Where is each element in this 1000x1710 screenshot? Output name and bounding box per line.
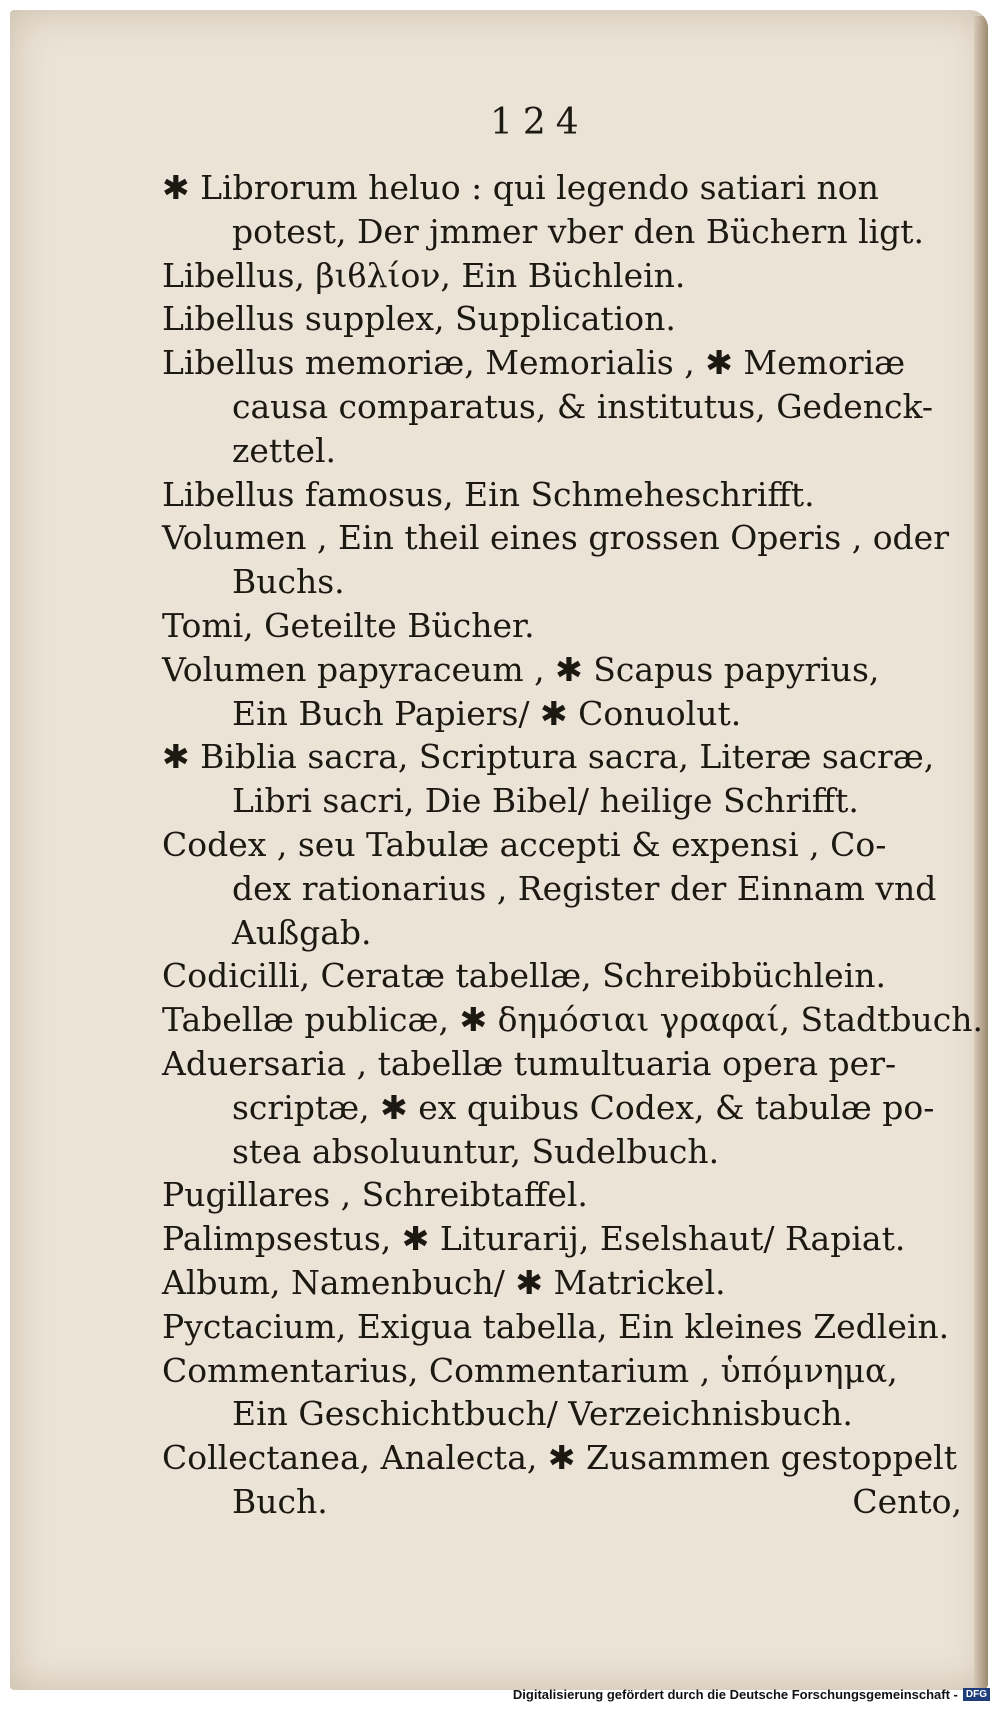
catchword: Cento, bbox=[852, 1481, 962, 1521]
line-text: Commentarius, Commentarium , ὑπόμνημα, bbox=[162, 1350, 898, 1390]
line-text: Codex , seu Tabulæ accepti & expensi , Co- bbox=[162, 824, 887, 864]
dfg-logo: DFG bbox=[963, 1688, 990, 1701]
text-line bbox=[162, 735, 970, 779]
text-line bbox=[162, 341, 970, 385]
text-line bbox=[162, 867, 970, 911]
text-line bbox=[162, 604, 970, 648]
text-line bbox=[162, 1261, 970, 1305]
line-text: Außgab. bbox=[232, 912, 372, 952]
text-line bbox=[162, 1436, 970, 1480]
line-text: Tabellæ publicæ, ✱ δημόσιαι γραφαί, Stadtbuch. bbox=[162, 1000, 984, 1040]
text-line bbox=[162, 1392, 970, 1436]
line-text: potest, Der jmmer vber den Büchern ligt. bbox=[232, 211, 925, 251]
line-text: Pugillares , Schreibtaffel. bbox=[162, 1175, 588, 1215]
text-line bbox=[162, 823, 970, 867]
text-line bbox=[162, 1173, 970, 1217]
line-text: Palimpsestus, ✱ Liturarij, Eselshaut/ Rapiat. bbox=[162, 1219, 906, 1259]
line-text: Libri sacri, Die Bibel/ heilige Schrifft. bbox=[232, 781, 859, 821]
page-edge bbox=[974, 16, 988, 1690]
text-line bbox=[162, 385, 970, 429]
text-line bbox=[162, 560, 970, 604]
line-text: Codicilli, Ceratæ tabellæ, Schreibbüchlein. bbox=[162, 956, 886, 996]
line-text: Collectanea, Analecta, ✱ Zusammen gestoppelt bbox=[162, 1438, 957, 1478]
text-line bbox=[162, 1349, 970, 1393]
line-text: Ein Geschichtbuch/ Verzeichnisbuch. bbox=[232, 1394, 853, 1434]
line-text: Libellus supplex, Supplication. bbox=[162, 299, 676, 339]
text-line bbox=[162, 1217, 970, 1261]
line-text: stea absoluuntur, Sudelbuch. bbox=[232, 1131, 720, 1171]
text-line bbox=[162, 1130, 970, 1174]
line-text: Tomi, Geteilte Bücher. bbox=[162, 605, 535, 645]
text-line bbox=[162, 911, 970, 955]
text-line bbox=[162, 254, 970, 298]
line-text: Album, Namenbuch/ ✱ Matrickel. bbox=[162, 1262, 726, 1302]
text-line bbox=[162, 210, 970, 254]
text-line bbox=[162, 1086, 970, 1130]
credit-text: Digitalisierung gefördert durch die Deutsche Forschungsgemeinschaft - bbox=[512, 1687, 958, 1702]
entry-list bbox=[162, 166, 984, 1524]
text-line bbox=[162, 1480, 970, 1524]
line-text: Libellus famosus, Ein Schmeheschrifft. bbox=[162, 474, 815, 514]
line-text: zettel. bbox=[232, 430, 337, 470]
page-number: 124 bbox=[490, 102, 589, 143]
line-text: ✱ Librorum heluo : qui legendo satiari non bbox=[162, 168, 879, 207]
book-page bbox=[10, 10, 988, 1690]
line-text: Buch. bbox=[232, 1481, 328, 1521]
line-text: causa comparatus, & institutus, Gedenck- bbox=[232, 386, 934, 426]
line-text: dex rationarius , Register der Einnam vnd bbox=[232, 868, 937, 908]
line-text: ✱ Biblia sacra, Scriptura sacra, Literæ sacræ, bbox=[162, 737, 935, 777]
line-text: Ein Buch Papiers/ ✱ Conuolut. bbox=[232, 693, 742, 733]
line-text: Libellus memoriæ, Memorialis , ✱ Memoriæ bbox=[162, 343, 906, 383]
digitization-credit bbox=[513, 1687, 990, 1702]
line-text: Volumen papyraceum , ✱ Scapus papyrius, bbox=[162, 649, 880, 689]
text-line bbox=[162, 692, 970, 736]
line-text: scriptæ, ✱ ex quibus Codex, & tabulæ po- bbox=[232, 1087, 935, 1127]
text-line bbox=[162, 998, 984, 1042]
line-text: Buchs. bbox=[232, 562, 345, 602]
text-line bbox=[162, 516, 970, 560]
text-line bbox=[162, 1305, 970, 1349]
line-text: Aduersaria , tabellæ tumultuaria opera per- bbox=[162, 1043, 897, 1083]
text-line bbox=[162, 166, 970, 210]
text-line bbox=[162, 473, 970, 517]
line-text: Pyctacium, Exigua tabella, Ein kleines Zedlein. bbox=[162, 1306, 950, 1346]
text-line bbox=[162, 429, 970, 473]
line-text: Volumen , Ein theil eines grossen Operis , oder bbox=[162, 518, 949, 558]
text-line bbox=[162, 297, 970, 341]
text-line bbox=[162, 954, 970, 998]
text-line bbox=[162, 779, 970, 823]
line-text: Libellus, βιϐλίον, Ein Büchlein. bbox=[162, 255, 686, 295]
text-line bbox=[162, 1042, 970, 1086]
text-line bbox=[162, 648, 970, 692]
